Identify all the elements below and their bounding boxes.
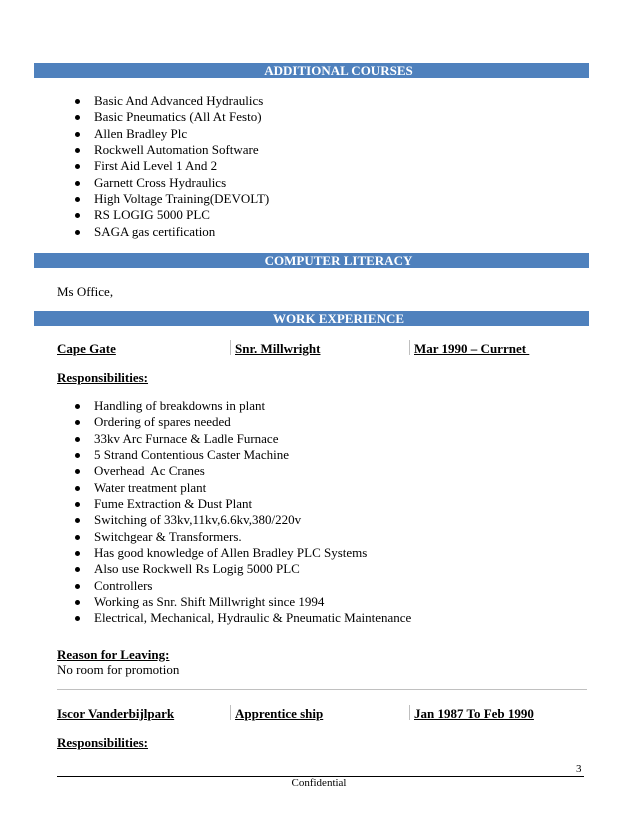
list-item: 33kv Arc Furnace & Ladle Furnace — [58, 431, 411, 447]
reason-label: Reason for Leaving: — [57, 647, 170, 662]
page-number: 3 — [576, 763, 582, 775]
list-item: Allen Bradley Plc — [58, 126, 269, 142]
reason-text: No room for promotion — [57, 662, 180, 677]
additional-courses-heading: ADDITIONAL COURSES — [34, 63, 589, 78]
confidential-label: Confidential — [291, 777, 347, 789]
list-item: Handling of breakdowns in plant — [58, 398, 411, 414]
list-item: Also use Rockwell Rs Logig 5000 PLC — [58, 561, 411, 577]
computer-literacy-heading: COMPUTER LITERACY — [34, 253, 589, 268]
list-item: First Aid Level 1 And 2 — [58, 158, 269, 174]
list-item: Working as Snr. Shift Millwright since 1994 — [58, 594, 411, 610]
list-item: High Voltage Training(DEVOLT) — [58, 191, 269, 207]
list-item: Basic And Advanced Hydraulics — [58, 93, 269, 109]
responsibilities-label: Responsibilities: — [57, 735, 149, 750]
list-item: Fume Extraction & Dust Plant — [58, 496, 411, 512]
list-item: Controllers — [58, 578, 411, 594]
column-divider — [409, 340, 410, 355]
list-item: Electrical, Mechanical, Hydraulic & Pneumatic Maintenance — [58, 610, 411, 626]
job-position: Apprentice ship — [235, 706, 324, 721]
job-position: Snr. Millwright — [235, 341, 321, 356]
additional-courses-list — [58, 93, 269, 240]
list-item: Ordering of spares needed — [58, 414, 411, 430]
list-item: RS LOGIG 5000 PLC — [58, 207, 269, 223]
column-divider — [230, 705, 231, 720]
list-item: Has good knowledge of Allen Bradley PLC Systems — [58, 545, 411, 561]
responsibilities-list — [58, 398, 411, 627]
list-item: Basic Pneumatics (All At Festo) — [58, 109, 269, 125]
list-item: Switchgear & Transformers. — [58, 529, 411, 545]
list-item: Switching of 33kv,11kv,6.6kv,380/220v — [58, 512, 411, 528]
list-item: Rockwell Automation Software — [58, 142, 269, 158]
list-item: Garnett Cross Hydraulics — [58, 175, 269, 191]
responsibilities-label: Responsibilities: — [57, 370, 149, 385]
list-item: SAGA gas certification — [58, 224, 269, 240]
column-divider — [230, 340, 231, 355]
job-period: Jan 1987 To Feb 1990 — [414, 706, 534, 721]
list-item: 5 Strand Contentious Caster Machine — [58, 447, 411, 463]
job-period: Mar 1990 – Currnet — [414, 341, 530, 356]
computer-literacy-text: Ms Office, — [57, 284, 114, 299]
job-company: Iscor Vanderbijlpark — [57, 706, 175, 721]
work-experience-heading: WORK EXPERIENCE — [34, 311, 589, 326]
list-item: Water treatment plant — [58, 480, 411, 496]
section-divider — [57, 689, 587, 690]
job-company: Cape Gate — [57, 341, 116, 356]
column-divider — [409, 705, 410, 720]
list-item: Overhead Ac Cranes — [58, 463, 411, 479]
